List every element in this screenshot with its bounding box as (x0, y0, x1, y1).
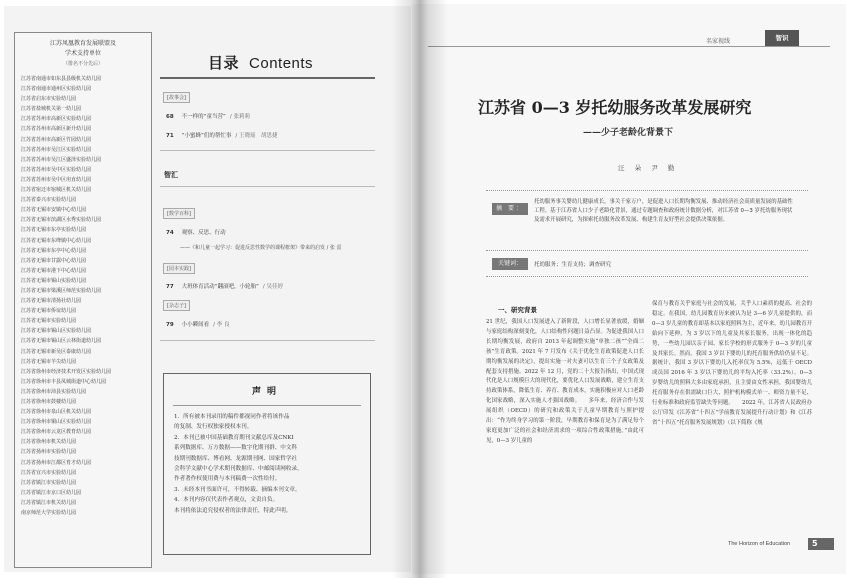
toc-entry-77[interactable] (166, 282, 283, 290)
toc-title (208, 52, 313, 73)
abstract-text: 托幼服务事关婴幼儿健康成长，事关千家万户，是促进人口长期均衡发展、推动经济社会高质量发展的基础性工程。基于江苏省人口少子老龄化背景，通过专题调查和政府统计数据分析，对江苏省 0—3 岁托幼服务现状及需求开展研究，为探索托幼服务改革发展、构建生育友好型社会提供决策依据。 (534, 199, 793, 224)
alliance-list-box (14, 32, 152, 568)
alliance-list-item: 江苏省徐州市丰县凤城街道中心幼儿园 (21, 378, 107, 385)
header-section-tab: 名家视线 (706, 38, 731, 45)
statement-box (163, 373, 371, 555)
toc-divider-thin (160, 150, 375, 151)
entry-title: 大班体育活动“翻滚吧，小轮胎” (181, 284, 259, 290)
section-label-practice: [园本实践] (163, 263, 195, 274)
alliance-list-item: 江苏省无锡市甘露中心幼儿园 (21, 257, 87, 264)
alliance-list-item: 江苏省宜兴市实验幼儿园 (21, 469, 77, 476)
alliance-list-item: 江苏省无锡市锡山实验幼儿园 (21, 277, 87, 284)
alliance-list-item: 南京师范大学实验幼儿园 (21, 510, 77, 517)
statement-line: 1．所有被本刊录用的稿件都视同作者将该作品 (174, 414, 290, 420)
section-label-math: [数学百科] (163, 208, 195, 219)
keywords-label: 关键词： (492, 258, 528, 270)
toc-divider (160, 77, 375, 79)
alliance-list-item: 江苏省徐州市鼓楼幼儿园 (21, 399, 77, 405)
toc-divider-thin (160, 340, 375, 341)
entry-title: “小蜜蜂”们的帮忙事 (181, 133, 232, 139)
page-number: 71 (166, 133, 174, 139)
abstract-rule-bottom (486, 276, 808, 277)
alliance-list-item: 江苏省南通市通州区实验幼儿园 (21, 86, 92, 93)
entry-author: / 张莉莉 (229, 114, 250, 120)
entry-title: 小小瞬间看 (181, 322, 210, 328)
alliance-list-item: 江苏省无锡市滨湖区水秀实验幼儿园 (21, 217, 102, 224)
statement-line: 的复制、发行权独家授权本刊。 (174, 424, 253, 431)
alliance-list-item: 江苏省无锡市东亭中心幼儿园 (21, 247, 87, 254)
alliance-list-item: 江苏省苏州市高新区实验幼儿园 (21, 116, 92, 123)
alliance-list-item: 江苏省无锡市实验幼儿园 (21, 318, 77, 325)
alliance-list-item: 江苏省宿迁市宿城区机关幼儿园 (21, 187, 92, 194)
body-column-1: 21 世纪，我国人口发展进入了新阶段，人口增长显著放缓，婚姻与家庭结构深刻变化，人口结构性问题日益凸显。为促进我国人口长期均衡发展，政府自 2013 年起调整实施“单独二孩”“全面二孩”生育政策。2021 年 7 月发布《关于优化生育政策促进人口长期均衡发展的决定》，提出实施一对夫妻可以生育三个子女政策及配套支持措施。2022 年 12 月，党的二十大报告指出，中国式现代化是人口规模巨大的现代化，要优化人口发展战略，建立生育支持政策体系，降低生育、养育、教育成本，实施积极应对人口老龄化国家战略，深入实施人才强国战略。 多年来，经济合作与发展组织（OECD）的研究和政策关于儿童早期教育与照护提出：“作为终身学习的第一阶段，早期教育和保育是为了满足每个家庭更加广泛的社会和经济需求的一项综合性政策措施。”由此可见，0—3 岁儿童的 (486, 319, 644, 444)
alliance-list-item: 江苏省镇江市机关幼儿园 (21, 499, 77, 506)
alliance-list (15, 69, 151, 518)
toc-entry-74[interactable] (166, 228, 226, 236)
alliance-list-item: 江苏省苏州市吴中区实验幼儿园 (21, 166, 92, 173)
statement-line: 4．本刊内容仅代表作者观点，文责自负。 (174, 497, 279, 504)
keywords-text: 托幼服务；生育支持；调查研究 (534, 262, 612, 268)
statement-body (164, 412, 370, 516)
alliance-list-item: 江苏省无锡市港下中心幼儿园 (21, 267, 87, 274)
statement-divider (173, 405, 361, 406)
toc-entry-68[interactable] (166, 112, 250, 120)
alliance-list-item: 江苏省苏州市吴江区实验幼儿园 (21, 146, 92, 153)
article-subtitle: ——少子老龄化背景下 (583, 128, 674, 138)
alliance-list-item: 江苏省无锡市侨谊幼儿园 (21, 308, 77, 315)
alliance-list-item: 江苏省镇江市实验幼儿园 (21, 479, 77, 486)
alliance-list-item: 江苏省南通市如东县县级机关幼儿园 (21, 76, 102, 82)
alliance-subheading: （排名不分先后） (62, 61, 103, 67)
article-authors: 汪 朵 尹 勤 (618, 164, 679, 172)
alliance-list-item: 江苏省无锡市安镇中心幼儿园 (21, 207, 87, 214)
statement-line: 2．本刊已被中国基础教育期刊文献总库及CNKI (174, 434, 294, 441)
page-number-badge: 5 (808, 538, 834, 550)
alliance-list-item: 江苏省徐州市经济技术开发区实验幼儿园 (21, 368, 112, 375)
alliance-list-item: 江苏省苏州市高新区新升幼儿园 (21, 126, 92, 133)
section-label-misc: [杂志子] (163, 300, 190, 311)
alliance-list-item: 江苏省无锡市梁溪区师范实验幼儿园 (21, 287, 102, 294)
alliance-list-item: 江苏省扬州市江都区育才幼儿园 (21, 459, 92, 466)
body-column-2: 保育与教育关乎家庭与社会的发展，关乎人口素质的提高、社会的稳定。在我国，幼儿园教育历来被认为是 3—6 岁儿童提供的，而 0—3 岁儿童的教育却基本以家庭照料为主，近年来，幼儿园教育开始向下延伸，为 3 岁以下的儿童及其家长服务，出现一体化的趋势，一些幼儿园以亲子园、家长学校的形式服务于 0—3 岁的儿童及其家长。然而，我国 3 岁以下婴幼儿的托育服务供给仍显不足。据统计，我国 3 岁以下婴幼儿入托率仅为 5.5%，远低于 OECD 成员国 2016 年 3 岁以下婴幼儿的平均入托率（33.2%）。0—3 岁婴幼儿的照料大多由家庭承担，且主要由女性承担，我国婴幼儿托育服务存在供需缺口巨大、照护机构模式单一、师资力量不足、行业标准和政府监管缺失等问题。 2022 年，江苏省人民政府办公厅印发《江苏省“十四五”学前教育发展提升行动计划》和《江苏省“十四五”托育服务发展规划》（以下简称《规 (652, 301, 812, 426)
alliance-list-item: 江苏省无锡市羊尖幼儿园 (21, 358, 77, 365)
alliance-list-item: 江苏省苏州市吴江区盛泽实验幼儿园 (21, 156, 102, 163)
article-title: 江苏省 0—3 岁托幼服务改革发展研究 (478, 98, 752, 117)
alliance-list-item: 江苏省苏州市吴中区甪直幼儿园 (21, 176, 92, 183)
section-label-stories: [故事会] (163, 92, 190, 103)
abstract-rule-mid (486, 250, 808, 251)
alliance-list-item: 江苏省无锡市新吴区泰康幼儿园 (21, 348, 92, 355)
toc-entry-79[interactable] (166, 320, 230, 328)
book-gutter-shadow (392, 0, 448, 578)
alliance-list-item: 江苏省徐州市泉山区机关幼儿园 (21, 409, 92, 416)
alliance-list-item: 江苏省扬州市实验幼儿园 (21, 449, 77, 456)
alliance-heading-line2: 学术支持单位 (64, 50, 101, 57)
alliance-list-item: 江苏省无锡市锡山区实验幼儿园 (21, 328, 92, 335)
alliance-list-item: 江苏省镇江市京口区幼儿园 (21, 489, 82, 496)
abstract-label: 摘 要： (492, 203, 528, 215)
toc-entry-71[interactable] (166, 131, 277, 139)
entry-title: 不一样的“童当营” (181, 114, 226, 120)
alliance-list-item: 江苏省盐城机关第一幼儿园 (21, 106, 82, 113)
toc-divider-thin (160, 186, 375, 187)
entry-title: 观察、反思、行动 (181, 230, 226, 236)
alliance-list-item: 江苏省徐州市铜山区实验幼儿园 (21, 419, 92, 426)
magazine-name-footer: The Horizon of Education (728, 541, 791, 547)
page-number: 74 (166, 230, 174, 236)
statement-line: 技期刊数据库、博看网、龙源期刊网、国家哲学社 (174, 455, 298, 462)
page-number: 79 (166, 322, 174, 328)
page-number: 68 (166, 114, 174, 120)
alliance-list-item: 江苏省徐州市云龙区教育幼儿园 (21, 429, 92, 436)
statement-title: 声明 (251, 387, 282, 397)
alliance-list-item: 江苏省徐州市沛县实验幼儿园 (21, 388, 87, 395)
alliance-list-item: 江苏省无锡市锡山区云林街道幼儿园 (21, 338, 102, 345)
alliance-list-item: 江苏省启东市实验幼儿园 (21, 96, 77, 103)
alliance-list-item: 江苏省无锡市清扬社幼儿园 (21, 298, 82, 305)
entry-author: / 吴佳婷 (262, 284, 283, 290)
toc-title-cn: 目录 (208, 54, 240, 72)
header-rule (428, 46, 830, 47)
statement-line: 作者著作权使用费与本刊稿费一次性给付。 (174, 476, 281, 483)
alliance-list-item: 江苏省无锡市东亭实验幼儿园 (21, 227, 87, 234)
alliance-heading (15, 33, 151, 69)
statement-line: 本刊将依法追究侵权者的法律责任，特此声明。 (174, 507, 292, 514)
statement-line: 3．未经本刊书面许可，不得转载、摘编本刊文章。 (174, 486, 301, 493)
alliance-list-item: 江苏省无锡市东绛镇中心幼儿园 (21, 237, 92, 244)
statement-line: 会科学文献中心学术期刊数据库、中邮阅读网收录， (174, 466, 303, 473)
alliance-list-item: 江苏省徐州市机关幼儿园 (21, 439, 77, 446)
page-number: 77 (166, 284, 174, 290)
toc-entry-74-subtitle: ——《和儿童一起学习：促进反思性数学的课程框架》带来的启发 / 张 雷 (180, 245, 342, 251)
section-heading: 一、研究背景 (498, 306, 537, 314)
abstract-rule-top (486, 190, 808, 191)
column-name: 智汇 (164, 171, 178, 179)
header-column-badge: 智识 (765, 30, 799, 46)
entry-author: / 李 良 (213, 322, 230, 328)
entry-author: / 王晓瑶 胡思捷 (235, 133, 278, 139)
alliance-list-item: 江苏省苏州市高新区竹园幼儿园 (21, 136, 92, 143)
statement-line: 系列数据库、万方数据——数字化期刊群、中文科 (174, 445, 298, 452)
alliance-heading-line1: 江苏凤凰教育发展联盟及 (49, 40, 116, 47)
toc-title-en: Contents (249, 55, 314, 72)
alliance-list-item: 江苏省泰兴市实验幼儿园 (21, 197, 77, 204)
